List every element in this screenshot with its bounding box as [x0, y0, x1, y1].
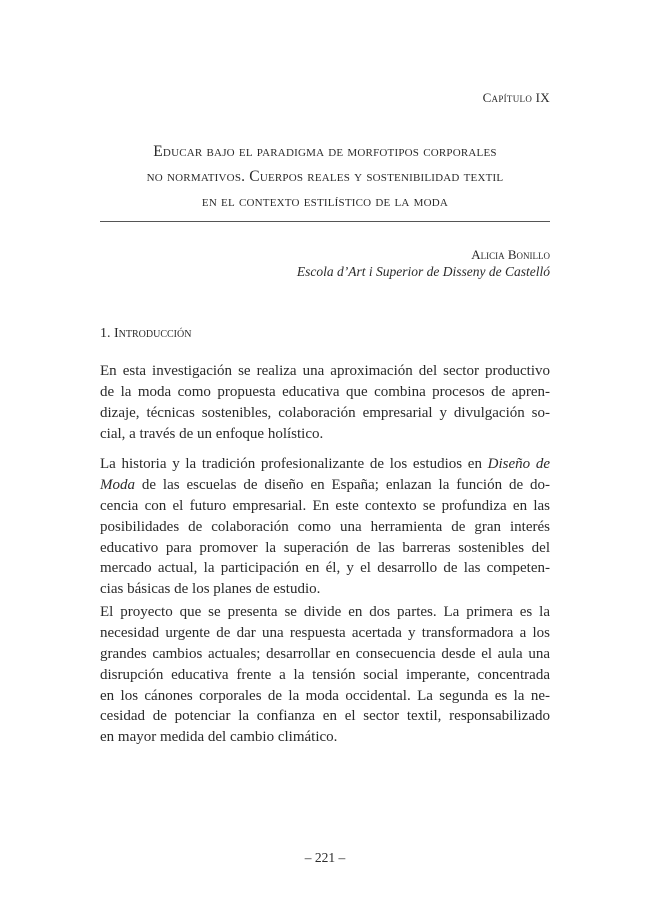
author-affiliation: Escola d’Art i Superior de Disseny de Castelló	[296, 264, 550, 279]
text-line: educativo para promover la superación de las barreras sostenibles del	[100, 539, 550, 556]
text-line: dizaje, técnicas sostenibles, colaboración empresarial y divulgación so-	[100, 404, 550, 421]
text-line: mercado actual, la participación en él, y el desarrollo de las competen-	[100, 560, 550, 577]
section-heading: 1. Introducción	[100, 326, 192, 341]
text-line: de la moda como propuesta educativa que combina procesos de apren-	[100, 383, 550, 400]
text-line: cias básicas de los planes de estudio.	[100, 581, 321, 598]
title-line: en el contexto estilístico de la moda	[201, 193, 449, 210]
text-line: cial, a través de un enfoque holístico.	[100, 425, 324, 442]
text-line: Moda de las escuelas de diseño en España; enlazan la función de do-	[100, 476, 550, 493]
chapter-label: Capítulo IX	[482, 90, 550, 105]
text-line: disrupción educativa frente a la tensión social imperante, concentrada	[100, 666, 550, 683]
text-line: en los cánones corporales de la moda occidental. La segunda es la ne-	[100, 687, 550, 704]
text-line: En esta investigación se realiza una aproximación del sector productivo	[100, 363, 550, 379]
page-number: – 221 –	[304, 850, 346, 865]
text-line: necesidad urgente de dar una respuesta acertada y transformadora a los	[100, 624, 550, 641]
title-line: Educar bajo el paradigma de morfotipos corporales	[153, 143, 497, 160]
text-line: La historia y la tradición profesionalizante de los estudios en Diseño de	[100, 456, 551, 472]
text-line: cencia con el futuro empresarial. En este contexto se profundiza en las	[100, 497, 550, 514]
paragraph	[100, 361, 550, 445]
chapter-title	[100, 139, 550, 214]
author-name: Alicia Bonillo	[471, 247, 550, 262]
text-line: en mayor medida del cambio climático.	[100, 729, 338, 746]
text-line: grandes cambios actuales; desarrollar en consecuencia desde el aula una	[100, 645, 550, 662]
text-line: El proyecto que se presenta se divide en dos partes. La primera es la	[100, 604, 550, 620]
text-line: cesidad de potenciar la confianza en el sector textil, responsabilizado	[100, 708, 550, 725]
text-line: posibilidades de colaboración como una herramienta de gran interés	[100, 518, 550, 535]
title-line: no normativos. Cuerpos reales y sostenibilidad textil	[146, 168, 504, 185]
paragraph	[100, 602, 550, 748]
title-divider	[100, 221, 550, 222]
italic-title: Diseño de	[487, 456, 551, 472]
italic-title: Moda	[100, 476, 135, 493]
paragraph	[100, 454, 550, 600]
